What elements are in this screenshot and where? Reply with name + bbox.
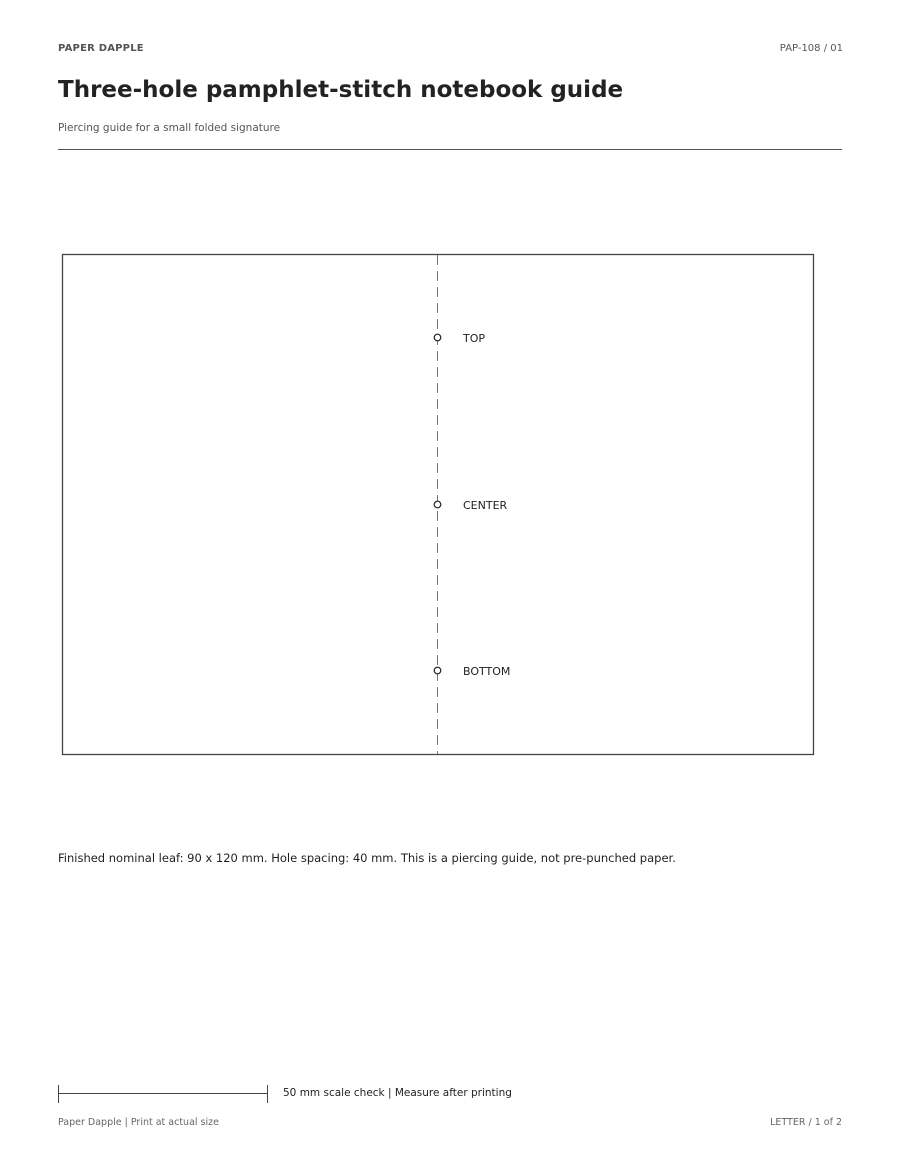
hole-label-bottom: BOTTOM bbox=[463, 665, 511, 678]
page-subtitle: Piercing guide for a small folded signature bbox=[58, 122, 281, 134]
brand-name: PAPER DAPPLE bbox=[58, 43, 144, 54]
hole-label-center: CENTER bbox=[463, 499, 508, 512]
scale-bar-tick-right bbox=[267, 1085, 268, 1103]
specification-note: Finished nominal leaf: 90 x 120 mm. Hole spacing: 40 mm. This is a piercing guide, not pre-punched paper. bbox=[58, 851, 676, 865]
document-code: PAP-108 / 01 bbox=[779, 43, 843, 54]
hole-marker-center bbox=[434, 501, 441, 508]
scale-bar-line bbox=[58, 1093, 268, 1094]
footer-left-text: Paper Dapple | Print at actual size bbox=[58, 1117, 219, 1128]
scale-bar-tick-left bbox=[58, 1085, 59, 1103]
scale-caption: 50 mm scale check | Measure after printing bbox=[283, 1087, 512, 1099]
hole-marker-bottom bbox=[434, 667, 441, 674]
scale-bar bbox=[58, 1085, 268, 1103]
hole-marker-top bbox=[434, 334, 441, 341]
page-title: Three-hole pamphlet-stitch notebook guide bbox=[58, 77, 624, 103]
hole-label-top: TOP bbox=[463, 332, 486, 345]
footer-page-info: LETTER / 1 of 2 bbox=[770, 1117, 842, 1128]
